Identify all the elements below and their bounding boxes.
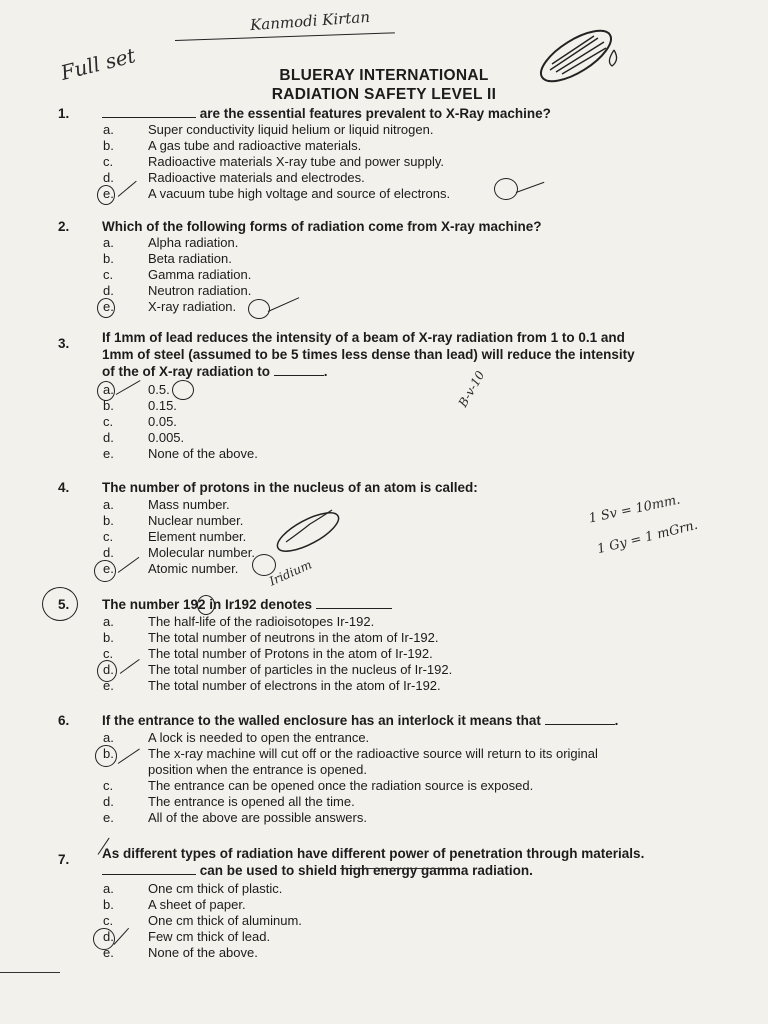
option-c: c. The entrance can be opened once the radiation source is exposed. — [103, 778, 534, 793]
handwritten-full-set: Full set — [58, 43, 138, 85]
option-d: d. The total number of particles in the nucleus of Ir-192. — [103, 662, 453, 677]
answer-blank — [274, 364, 324, 376]
option-e: e. X-ray radiation. — [103, 299, 237, 314]
page-edge-line — [0, 972, 60, 973]
question-number: 3. — [58, 336, 70, 351]
option-a: a. Alpha radiation. — [103, 235, 239, 250]
question-text-line-2: 1mm of steel (assumed to be 5 times less dense than lead) will reduce the intensity — [102, 347, 635, 362]
option-e: e. Atomic number. — [103, 561, 239, 576]
option-b: b. Nuclear number. — [103, 513, 244, 528]
answer-blank — [545, 713, 615, 725]
handwritten-note: B-v-10 — [455, 368, 488, 410]
option-b: b. The total number of neutrons in the atom of Ir-192. — [103, 630, 439, 645]
question-text-line-1: If 1mm of lead reduces the intensity of a beam of X-ray radiation from 1 to 0.1 and — [102, 330, 625, 345]
option-a: a. Mass number. — [103, 497, 230, 512]
option-b: b. Beta radiation. — [103, 251, 232, 266]
question-number: 2. — [58, 219, 70, 234]
option-c: c. Element number. — [103, 529, 247, 544]
handwritten-note: Iridium — [267, 557, 314, 589]
signature-scribble — [270, 508, 350, 558]
option-c: c. Radioactive materials X-ray tube and power supply. — [103, 154, 445, 169]
option-e: e. A vacuum tube high voltage and source of electrons. — [103, 186, 451, 201]
option-d: d. Radioactive materials and electrodes. — [103, 170, 365, 185]
option-b: b. A gas tube and radioactive materials. — [103, 138, 362, 153]
option-e: e. All of the above are possible answers. — [103, 810, 367, 825]
answer-blank — [316, 597, 392, 609]
option-e: e. None of the above. — [103, 945, 258, 960]
document-subtitle: RADIATION SAFETY LEVEL II — [271, 86, 497, 103]
handwritten-signature: Kanmodi Kirtan — [249, 7, 371, 35]
option-a: a. Super conductivity liquid helium or liquid nitrogen. — [103, 122, 434, 137]
handwritten-note: 1 Sv = 10mm. — [587, 492, 682, 527]
option-a: a. One cm thick of plastic. — [103, 881, 283, 896]
option-a: a. A lock is needed to open the entrance. — [103, 730, 370, 745]
document-title: BLUERAY INTERNATIONAL — [279, 67, 489, 84]
option-a: a. The half-life of the radioisotopes Ir-192. — [103, 614, 375, 629]
question-number: 6. — [58, 713, 70, 728]
question-text: If the entrance to the walled enclosure has an interlock it means that . — [102, 713, 619, 728]
question-number: 4. — [58, 480, 70, 495]
question-text: are the essential features prevalent to X-Ray machine? — [102, 106, 712, 122]
question-text: The number of protons in the nucleus of an atom is called: — [102, 480, 478, 495]
option-d: d. Neutron radiation. — [103, 283, 252, 298]
option-c: c. Gamma radiation. — [103, 267, 252, 282]
option-d: d. Molecular number. — [103, 545, 255, 560]
question-text: Which of the following forms of radiation come from X-ray machine? — [102, 219, 542, 234]
option-d: d. The entrance is opened all the time. — [103, 794, 355, 809]
answer-blank — [102, 106, 196, 118]
option-e: e. None of the above. — [103, 446, 258, 461]
option-b-continued: position when the entrance is opened. — [148, 762, 367, 777]
option-b: b. 0.15. — [103, 398, 177, 413]
question-number: 1. — [58, 106, 70, 121]
option-c: c. 0.05. — [103, 414, 177, 429]
option-c: c. One cm thick of aluminum. — [103, 913, 302, 928]
option-a: a. 0.5. — [103, 382, 170, 397]
question-number: 7. — [58, 852, 70, 867]
question-text-line-1: As different types of radiation have different power of penetration through materials. — [102, 846, 645, 861]
signature-underline — [175, 32, 395, 41]
option-d: d. 0.005. — [103, 430, 185, 445]
option-b: b. A sheet of paper. — [103, 897, 246, 912]
option-e: e. The total number of electrons in the atom of Ir-192. — [103, 678, 441, 693]
question-number: 5. — [58, 597, 70, 612]
option-d: d. Few cm thick of lead. — [103, 929, 271, 944]
option-b: b. The x-ray machine will cut off or the radioactive source will return to its original — [103, 746, 598, 761]
question-text-line-2: can be used to shield high energy gamma radiation. — [102, 863, 712, 879]
question-text: The number 192 in Ir192 denotes — [102, 597, 712, 613]
decorative-line — [340, 868, 450, 869]
question-text-line-3: of the of X-ray radiation to . — [102, 364, 328, 379]
option-c: c. The total number of Protons in the atom of Ir-192. — [103, 646, 433, 661]
handwritten-note: 1 Gy = 1 mGrn. — [595, 517, 700, 558]
answer-blank — [102, 863, 196, 875]
